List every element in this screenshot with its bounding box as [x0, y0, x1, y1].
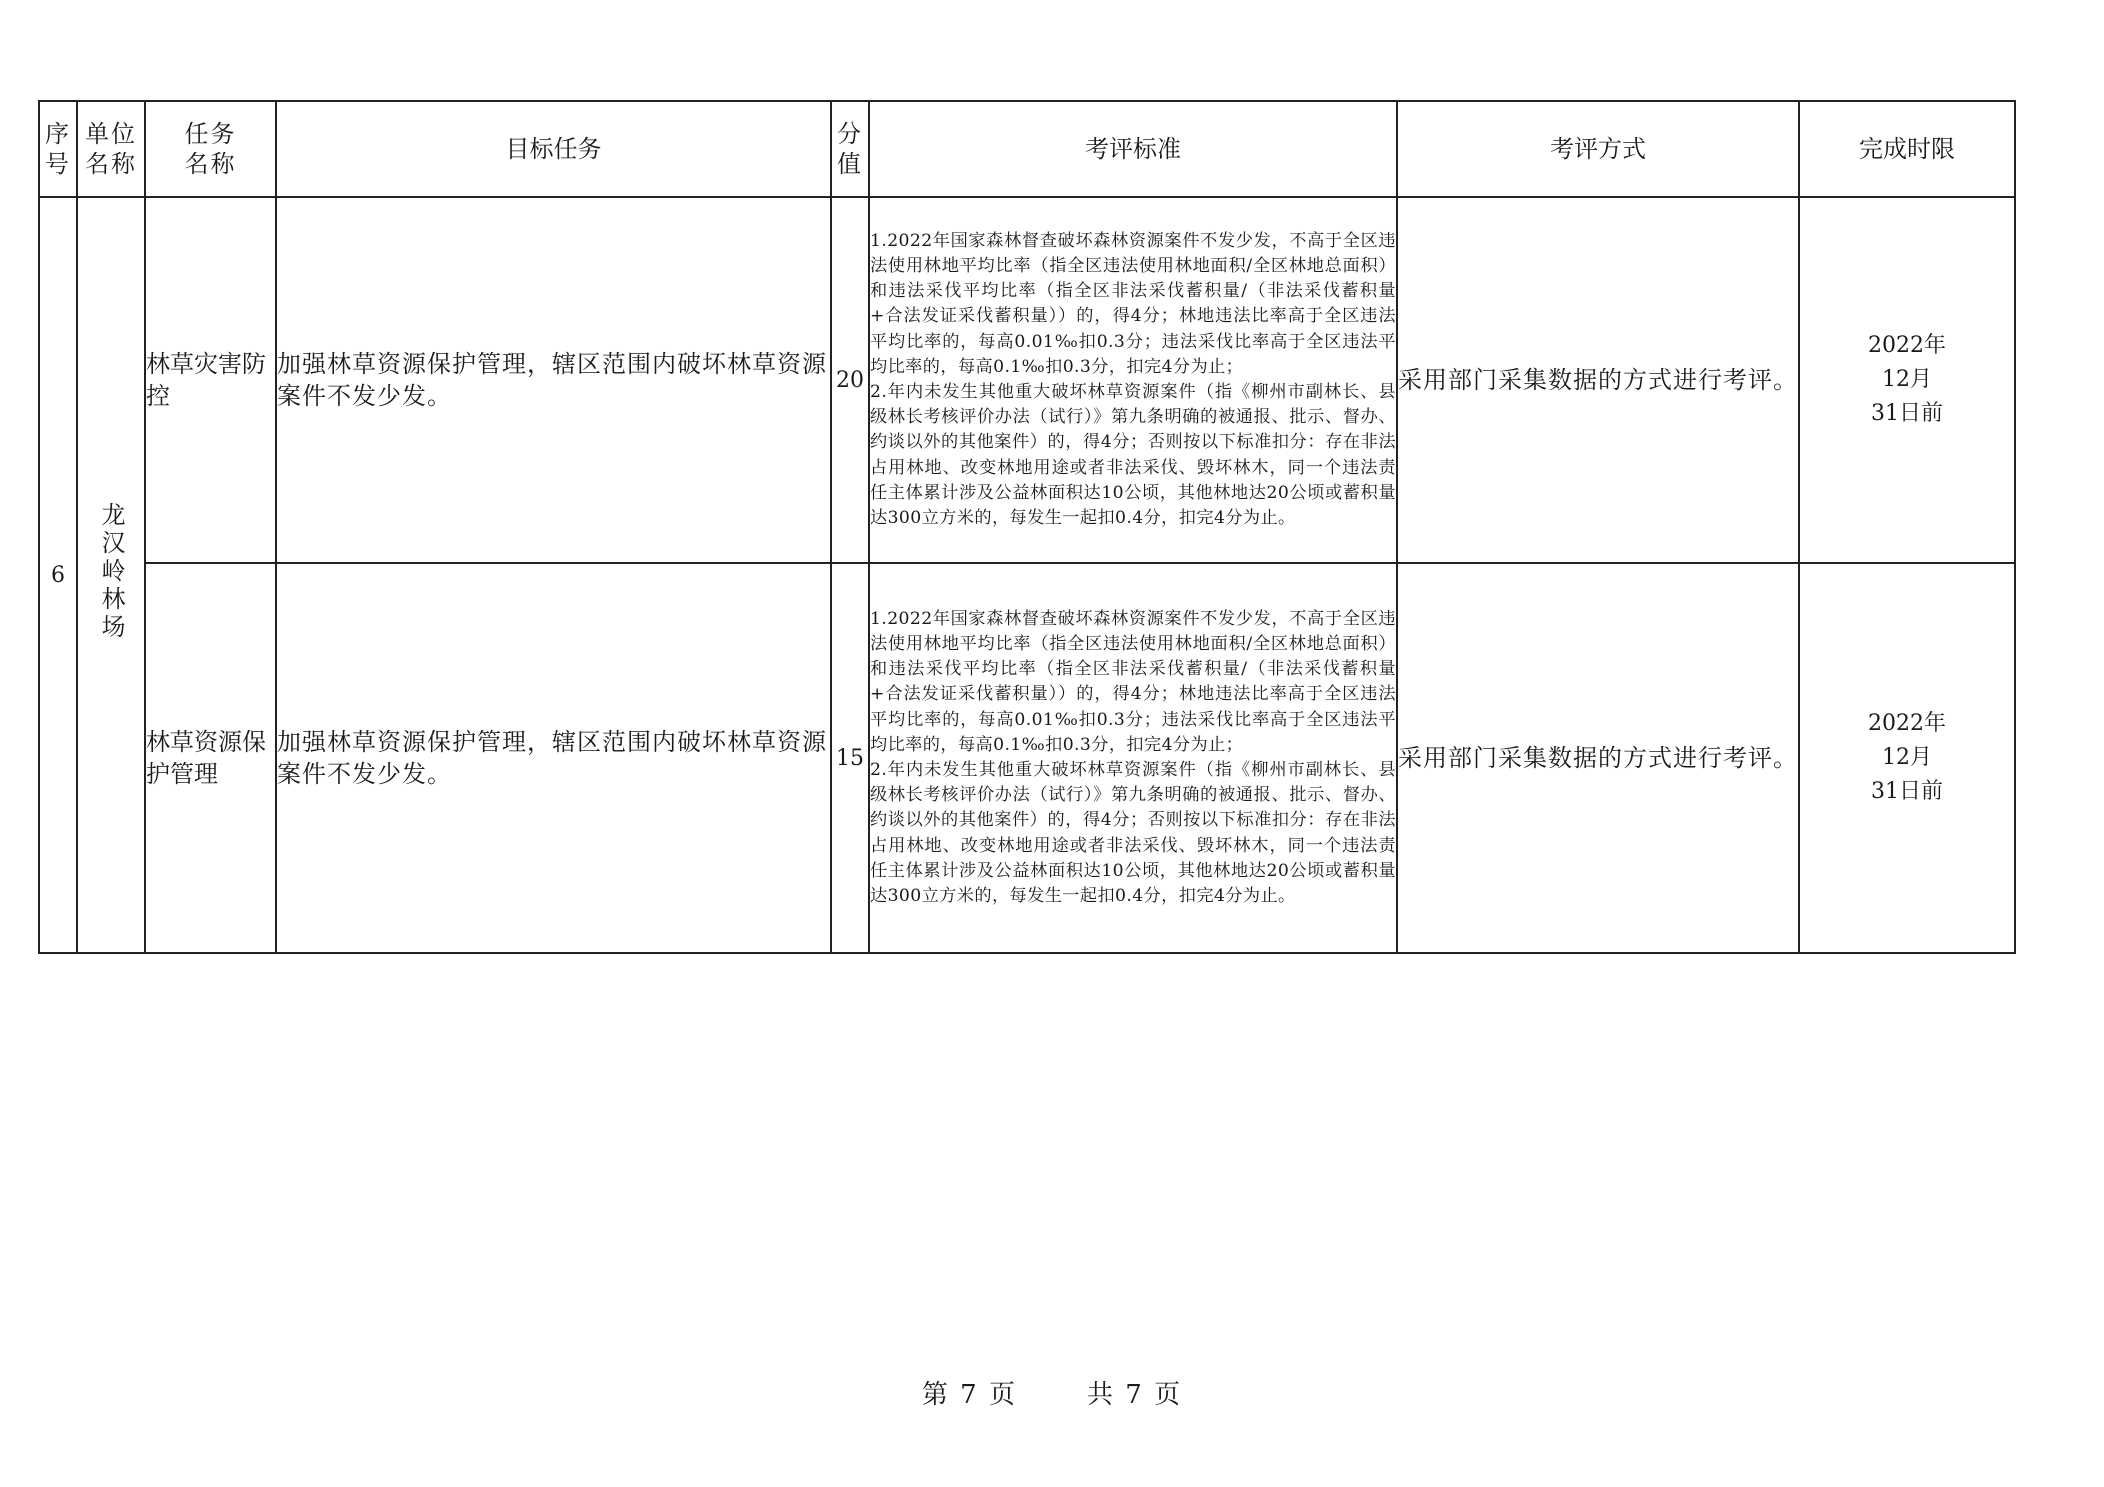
row-number: 6: [39, 197, 77, 953]
score-value: 20: [831, 197, 869, 563]
deadline-day: 31日前: [1871, 401, 1943, 426]
criteria-item: 1.2022年国家森林督查破坏森林资源案件不发少发，不高于全区违法使用林地平均比率（指全区违法使用林地面积/全区林地总面积）和违法采伐平均比率（指全区非法采伐蓄积量/（非法采伐蓄积量+合法发证采伐蓄积量））的，得4分；林地违法比率高于全区违法平均比率的，每高0.01‰扣0.3分；违法采伐比率高于全区违法平均比率的，每高0.1‰扣0.3分，扣完4分为止；: [870, 608, 1396, 755]
deadline-day: 31日前: [1871, 779, 1943, 804]
deadline: [1799, 563, 2015, 953]
criteria-text: [869, 197, 1397, 563]
page-footer: [0, 1374, 2104, 1411]
target-task: 加强林草资源保护管理，辖区范围内破坏林草资源案件不发少发。: [276, 197, 831, 563]
criteria-item: 2.年内未发生其他重大破坏林草资源案件（指《柳州市副林长、县级林长考核评价办法（试行）》第九条明确的被通报、批示、督办、约谈以外的其他案件）的，得4分；否则按以下标准扣分：存在非法占用林地、改变林地用途或者非法采伐、毁坏林木，同一个违法责任主体累计涉及公益林面积达10公顷，其他林地达20公顷或蓄积量达300立方米的，每发生一起扣0.4分，扣完4分为止。: [870, 760, 1396, 907]
total-pages: 共 7 页: [1087, 1380, 1183, 1410]
deadline-month: 12月: [1882, 745, 1932, 770]
criteria-text: [869, 563, 1397, 953]
deadline: [1799, 197, 2015, 563]
deadline-year: 2022年: [1868, 333, 1946, 358]
unit-name: 龙汉岭林场: [77, 197, 145, 953]
deadline-month: 12月: [1882, 367, 1932, 392]
task-name: 林草资源保护管理: [145, 563, 276, 953]
header-criteria: 考评标准: [869, 101, 1397, 197]
header-score: 分值: [831, 101, 869, 197]
table-row: [39, 197, 2015, 563]
table-header-row: [39, 101, 2015, 197]
table-row: [39, 563, 2015, 953]
header-no: 序号: [39, 101, 77, 197]
assessment-method: 采用部门采集数据的方式进行考评。: [1397, 197, 1799, 563]
header-method: 考评方式: [1397, 101, 1799, 197]
header-target: 目标任务: [276, 101, 831, 197]
page-number: 第 7 页: [921, 1380, 1017, 1410]
criteria-item: 2.年内未发生其他重大破坏林草资源案件（指《柳州市副林长、县级林长考核评价办法（试行）》第九条明确的被通报、批示、督办、约谈以外的其他案件）的，得4分；否则按以下标准扣分：存在非法占用林地、改变林地用途或者非法采伐、毁坏林木，同一个违法责任主体累计涉及公益林面积达10公顷，其他林地达20公顷或蓄积量达300立方米的，每发生一起扣0.4分，扣完4分为止。: [870, 382, 1396, 529]
target-task: 加强林草资源保护管理，辖区范围内破坏林草资源案件不发少发。: [276, 563, 831, 953]
task-name: 林草灾害防控: [145, 197, 276, 563]
assessment-method: 采用部门采集数据的方式进行考评。: [1397, 563, 1799, 953]
deadline-year: 2022年: [1868, 711, 1946, 736]
score-value: 15: [831, 563, 869, 953]
header-task: 任务名称: [145, 101, 276, 197]
assessment-table: [38, 100, 2016, 954]
header-unit: 单位名称: [77, 101, 145, 197]
header-deadline: 完成时限: [1799, 101, 2015, 197]
criteria-item: 1.2022年国家森林督查破坏森林资源案件不发少发，不高于全区违法使用林地平均比率（指全区违法使用林地面积/全区林地总面积）和违法采伐平均比率（指全区非法采伐蓄积量/（非法采伐蓄积量+合法发证采伐蓄积量））的，得4分；林地违法比率高于全区违法平均比率的，每高0.01‰扣0.3分；违法采伐比率高于全区违法平均比率的，每高0.1‰扣0.3分，扣完4分为止；: [870, 230, 1396, 377]
